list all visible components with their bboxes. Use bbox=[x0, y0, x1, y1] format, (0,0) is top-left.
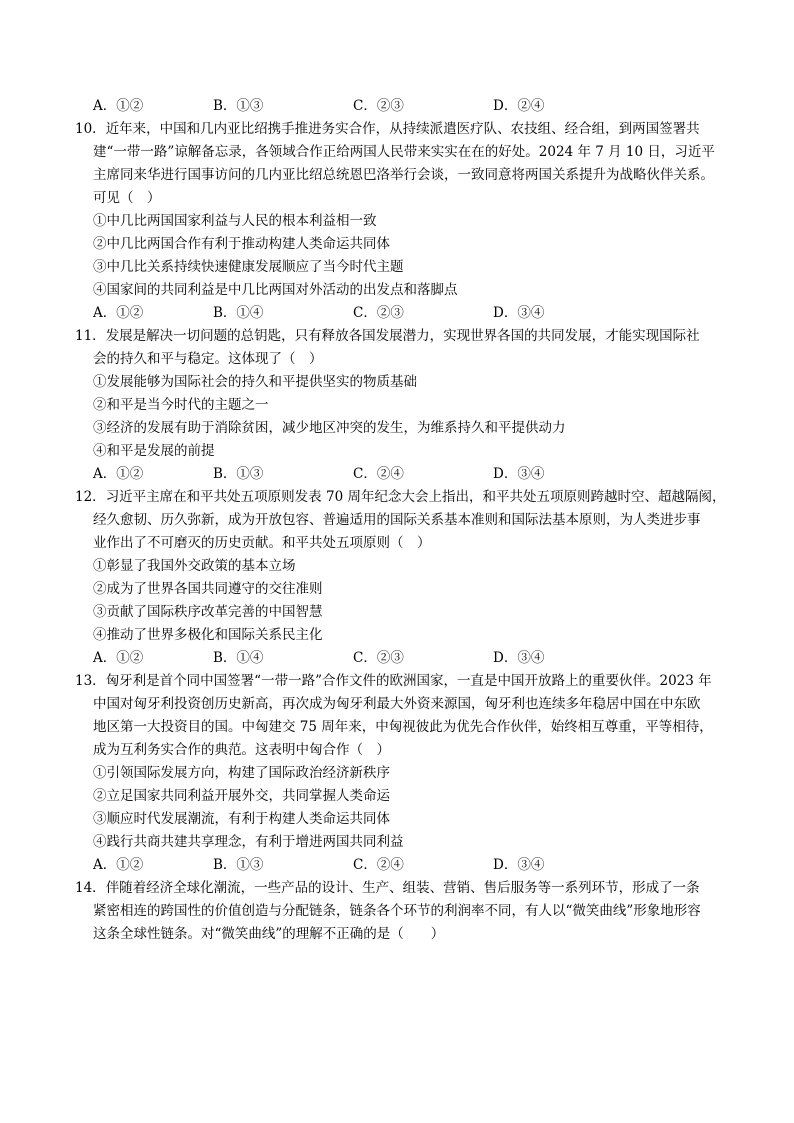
question-number: 11． bbox=[75, 328, 106, 344]
question-12-line-2: 经久愈韧、历久弥新，成为开放包容、普遍适用的国际关系基本准则和国际法基本原则，为人类进步事 bbox=[93, 512, 701, 528]
option-d: D．③④ bbox=[493, 466, 545, 482]
question-number: 14． bbox=[75, 880, 106, 896]
option-d: D．③④ bbox=[493, 650, 545, 666]
option-c: C．②③ bbox=[353, 305, 404, 321]
option-c: C．②③ bbox=[353, 98, 404, 114]
question-stem: 伴随着经济全球化潮流，一些产品的设计、生产、组装、营销、售后服务等一系列环节，形成了一条 bbox=[105, 880, 700, 896]
statement-item: ④践行共商共建共享理念，有利于增进两国共同利益 bbox=[93, 834, 404, 850]
question-number: 12． bbox=[75, 489, 106, 505]
question-13-line-3: 地区第一大投资目的国。中匈建交 75 周年来，中匈视彼此为优先合作伙伴，始终相互尊重，平等相待， bbox=[93, 719, 713, 735]
option-b: B．①④ bbox=[213, 305, 264, 321]
option-c: C．②④ bbox=[353, 857, 404, 873]
question-14-line-1 bbox=[75, 877, 700, 900]
statement-item: ④国家间的共同利益是中几比两国对外活动的出发点和落脚点 bbox=[93, 282, 458, 298]
statement-item: ①彰显了我国外交政策的基本立场 bbox=[93, 558, 296, 574]
option-d: D．②④ bbox=[493, 98, 545, 114]
option-c: C．②③ bbox=[353, 650, 404, 666]
question-stem: 发展是解决一切问题的总钥匙，只有释放各国发展潜力，实现世界各国的共同发展，才能实现国际社 bbox=[105, 328, 700, 344]
statement-item: ③经济的发展有助于消除贫困，减少地区冲突的发生，为维系持久和平提供动力 bbox=[93, 420, 566, 436]
option-a: A．①② bbox=[93, 466, 144, 482]
statement-item: ②中几比两国合作有利于推动构建人类命运共同体 bbox=[93, 236, 390, 252]
option-d: D．③④ bbox=[493, 305, 545, 321]
options-row-prev bbox=[93, 95, 693, 118]
option-d: D．③④ bbox=[493, 857, 545, 873]
statement-item: ②和平是当今时代的主题之一 bbox=[93, 397, 269, 413]
statement-item: ③顺应时代发展潮流，有利于构建人类命运共同体 bbox=[93, 811, 390, 827]
question-12-line-1 bbox=[75, 486, 725, 509]
question-stem: 匈牙利是首个同中国签署“一带一路”合作文件的欧洲国家，一直是中国开放路上的重要伙伴。2023 年 bbox=[105, 673, 712, 689]
statement-item: ①中几比两国国家利益与人民的根本利益相一致 bbox=[93, 213, 377, 229]
statement-item: ④和平是发展的前提 bbox=[93, 443, 215, 459]
question-10-line-4: 可见（ ） bbox=[93, 190, 161, 206]
question-13-line-2: 中国对匈牙利投资创历史新高，再次成为匈牙利最大外资来源国，匈牙利也连续多年稳居中国在中东欧 bbox=[93, 696, 701, 712]
question-13-line-4: 成为互利务实合作的典范。这表明中匈合作（ ） bbox=[93, 742, 390, 758]
option-a: A．①② bbox=[93, 857, 144, 873]
option-a: A．①② bbox=[93, 305, 144, 321]
options-row-q12 bbox=[93, 647, 693, 670]
statement-item: ②立足国家共同利益开展外交，共同掌握人类命运 bbox=[93, 788, 390, 804]
statement-item: ④推动了世界多极化和国际关系民主化 bbox=[93, 627, 323, 643]
question-13-line-1 bbox=[75, 670, 712, 693]
option-a: A．①② bbox=[93, 650, 144, 666]
statement-item: ③贡献了国际秩序改革完善的中国智慧 bbox=[93, 604, 323, 620]
option-b: B．①③ bbox=[213, 98, 264, 114]
question-11-line-1 bbox=[75, 325, 700, 348]
question-11-line-2: 会的持久和平与稳定。这体现了（ ） bbox=[93, 351, 323, 367]
statement-item: ①引领国际发展方向，构建了国际政治经济新秩序 bbox=[93, 765, 390, 781]
question-number: 13． bbox=[75, 673, 106, 689]
options-row-q10 bbox=[93, 302, 693, 325]
statement-item: ③中几比关系持续快速健康发展顺应了当今时代主题 bbox=[93, 259, 404, 275]
statement-item: ②成为了世界各国共同遵守的交往准则 bbox=[93, 581, 323, 597]
options-row-q13 bbox=[93, 854, 693, 877]
question-14-line-3: 这条全球性链条。对“微笑曲线”的理解不正确的是（ ） bbox=[93, 926, 445, 942]
option-c: C．②④ bbox=[353, 466, 404, 482]
question-stem: 近年来，中国和几内亚比绍携手推进务实合作，从持续派遣医疗队、农技组、经合组，到两国签署共 bbox=[105, 121, 700, 137]
question-number: 10． bbox=[75, 121, 106, 137]
question-10-line-2: 建“一带一路”谅解备忘录，各领域合作正给两国人民带来实实在在的好处。2024 年 7 月 10 日，习近平 bbox=[93, 144, 715, 160]
question-stem: 习近平主席在和平共处五项原则发表 70 周年纪念大会上指出，和平共处五项原则跨越时空、超越隔阂， bbox=[105, 489, 726, 505]
option-b: B．①③ bbox=[213, 857, 264, 873]
question-10-line-3: 主席同来华进行国事访问的几内亚比绍总统恩巴洛举行会谈，一致同意将两国关系提升为战略伙伴关系。 bbox=[93, 167, 714, 183]
question-14-line-2: 紧密相连的跨国性的价值创造与分配链条，链条各个环节的利润率不同，有人以“微笑曲线”形象地形容 bbox=[93, 903, 701, 919]
option-b: B．①③ bbox=[213, 466, 264, 482]
question-10-line-1 bbox=[75, 118, 700, 141]
options-row-q11 bbox=[93, 463, 693, 486]
statement-item: ①发展能够为国际社会的持久和平提供坚实的物质基础 bbox=[93, 374, 417, 390]
question-12-line-3: 业作出了不可磨灭的历史贡献。和平共处五项原则（ ） bbox=[93, 535, 431, 551]
option-b: B．①④ bbox=[213, 650, 264, 666]
option-a: A．①② bbox=[93, 98, 144, 114]
